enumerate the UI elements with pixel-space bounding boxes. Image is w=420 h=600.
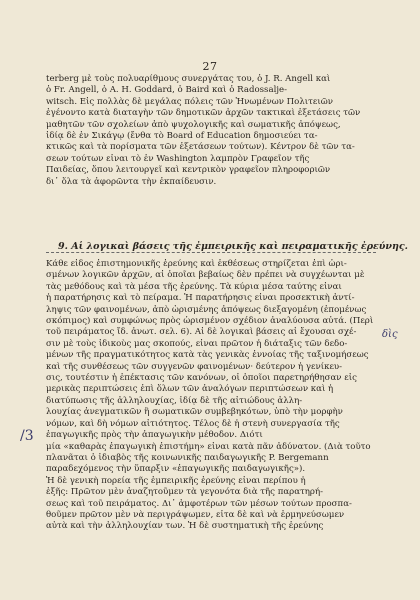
text-line: δι᾽ ὅλα τὰ ἀφορῶντα τὴν ἐκπαίδευσιν. — [46, 176, 217, 187]
text-line: witsch. Εἰς πολλὰς δὲ μεγάλας πόλεις τῶν Ἡνωμένων Πολιτειῶν — [46, 96, 333, 107]
text-line: σις, τουτέστιν ἡ ἐπέκτασις τῶν κανόνων, οἱ ὁποῖοι παρετηρήθησαν εἰς — [46, 373, 357, 384]
section-heading: 9. Αἱ λογικαὶ βάσεις τῆς ἐμπειρικῆς καὶ πειραματικῆς ἐρεύνης. — [58, 241, 408, 252]
text-line: μένων τῆς πραγματικότητος κατὰ τὰς γενικὰς ἐννοίας τῆς ταξινομήσεως — [46, 350, 369, 361]
text-line: ἡ παρατήρησις καὶ τὸ πείραμα. Ἡ παρατήρησις εἶναι προσεκτικὴ ἀντί- — [46, 293, 355, 304]
text-line: αὐτὰ καὶ τὴν ἀλληλουχίαν των. Ἡ δὲ συστηματικὴ τῆς ἐρεύνης — [46, 521, 324, 532]
text-line: σιν μὲ τοὺς ἰδικοὺς μας σκοπούς, εἶναι πρῶτον ἡ διάταξις τῶν δεδο- — [46, 338, 348, 349]
text-line: ἑξῆς: Πρῶτον μὲν ἀναζητοῦμεν τὰ γεγονότα διὰ τῆς παρατηρή- — [46, 487, 324, 498]
text-line: κτικῶς καὶ τὰ πορίσματα τῶν ἐξετάσεων τούτων). Κέντρον δὲ τῶν τα- — [46, 142, 355, 153]
margin-mark-left: /3 — [20, 428, 34, 444]
page-number: 27 — [202, 60, 218, 73]
text-line: πλανᾶται ὁ ἰδιαβὸς τῆς κοινωνικῆς παιδαγωγικῆς P. Bergemann — [46, 452, 329, 463]
text-line: νόμων, καὶ δὴ νόμων αἰτιότητος. Τέλος δὲ ἡ στενὴ συνεργασία τῆς — [46, 418, 340, 429]
text-line: σκόπιμος) καὶ συμφώνως πρὸς ὡρισμένον σχέδιον ἀναλύουσα αὐτά. (Περὶ — [46, 316, 374, 327]
text-line: Παιδείας, ὅπου λειτουργεῖ καὶ κεντρικὸν γραφεῖον πληροφοριῶν — [46, 165, 331, 176]
margin-note-right: δὶς — [382, 329, 398, 340]
text-line: terberg μὲ τοὺς πολυαρίθμους συνεργάτας του, ὁ J. R. Angell καὶ — [46, 74, 331, 84]
text-line: θοῦμεν πρῶτον μὲν νὰ περιγράψωμεν, εἶτα δὲ καὶ νὰ ἑρμηνεύσωμεν — [46, 509, 345, 520]
text-line: καὶ τῆς συνθέσεως τῶν συγγενῶν φαινομένων· δεύτερον ἡ γενίκευ- — [46, 361, 343, 372]
text-line: ὁ Fr. Angell, ὁ A. H. Goddard, ὁ Baird καὶ ὁ Radossalje- — [46, 85, 287, 96]
intro-paragraph — [46, 74, 376, 188]
text-line: ἰδίᾳ δὲ ἐν Σικάγῳ (ἔνθα τὸ Board of Education δημοσιεύει τα- — [46, 131, 318, 142]
text-line: σμένων λογικῶν ἀρχῶν, αἱ ὁποῖαι βεβαίως δὲν πρέπει νὰ συγχέωνται μὲ — [46, 270, 365, 281]
text-line: ληψις τῶν φαινομένων, ἀπὸ ὡρισμένης ἀπόψεως διεξαγομένη (ἐπομένως — [46, 304, 367, 315]
body-paragraph — [46, 259, 376, 533]
text-line: τὰς μεθόδους καὶ τὰ μέσα τῆς ἐρεύνης. Τὰ κύρια μέσα ταύτης εἶναι — [46, 281, 342, 292]
text-line: Ἡ δὲ γενικὴ πορεία τῆς ἐμπειρικῆς ἐρεύνης εἶναι περίπου ἡ — [46, 475, 306, 486]
text-line: σεων τούτων εἶναι τὸ ἐν Washington λαμπρὸν Γραφεῖον τῆς — [46, 153, 310, 164]
text-line: ἐπαγωγικῆς πρὸς τὴν ἀπαγωγικὴν μέθοδον. Διότι — [46, 430, 263, 441]
text-line: Κάθε εἶδος ἐπιστημονικῆς ἐρεύνης καὶ ἐκθέσεως στηρίζεται ἐπὶ ὡρι- — [46, 259, 347, 269]
text-line: παραδεχόμενος τὴν ὕπαρξιν «ἐπαγωγικῆς παιδαγωγικῆς»). — [46, 464, 306, 475]
text-line: διατύπωσις τῆς ἀλληλουχίας, ἰδίᾳ δὲ τῆς αἰτιώδους ἀλλη- — [46, 395, 303, 406]
text-line: λουχίας ἀνεγματικῶν ἢ σωματικῶν συμβεβηκότων, ὑπὸ τὴν μορφὴν — [46, 407, 343, 418]
text-line: μαθητῶν τῶν σχολείων ἀπὸ ψυχολογικῆς καὶ σωματικῆς ἀπόψεως, — [46, 119, 341, 130]
text-line: σεως καὶ τοῦ πειράματος. Δι᾽ ἀμφοτέρων τῶν μέσων τούτων προσπα- — [46, 498, 352, 509]
text-line: ἐγένοντο κατὰ διαταγὴν τῶν δημοτικῶν ἀρχῶν τακτικαὶ ἐξετάσεις τῶν — [46, 108, 361, 119]
heading-underline — [46, 252, 376, 253]
text-line: μερικὰς περιπτώσεις ἐπὶ ὅλων τῶν ἀναλόγων περιπτώσεων καὶ ἡ — [46, 384, 334, 395]
text-line: τοῦ πειράματος ἴδ. ἀνωτ. σελ. 6). Αἱ δὲ λογικαὶ βάσεις αἱ ἔχουσαι σχέ- — [46, 327, 357, 338]
text-line: μία «καθαρὰς ἐπαγωγικὴ ἐπιστήμη» εἶναι κατὰ πᾶν ἀδύνατον. (Διὰ τοῦτο — [46, 441, 371, 452]
